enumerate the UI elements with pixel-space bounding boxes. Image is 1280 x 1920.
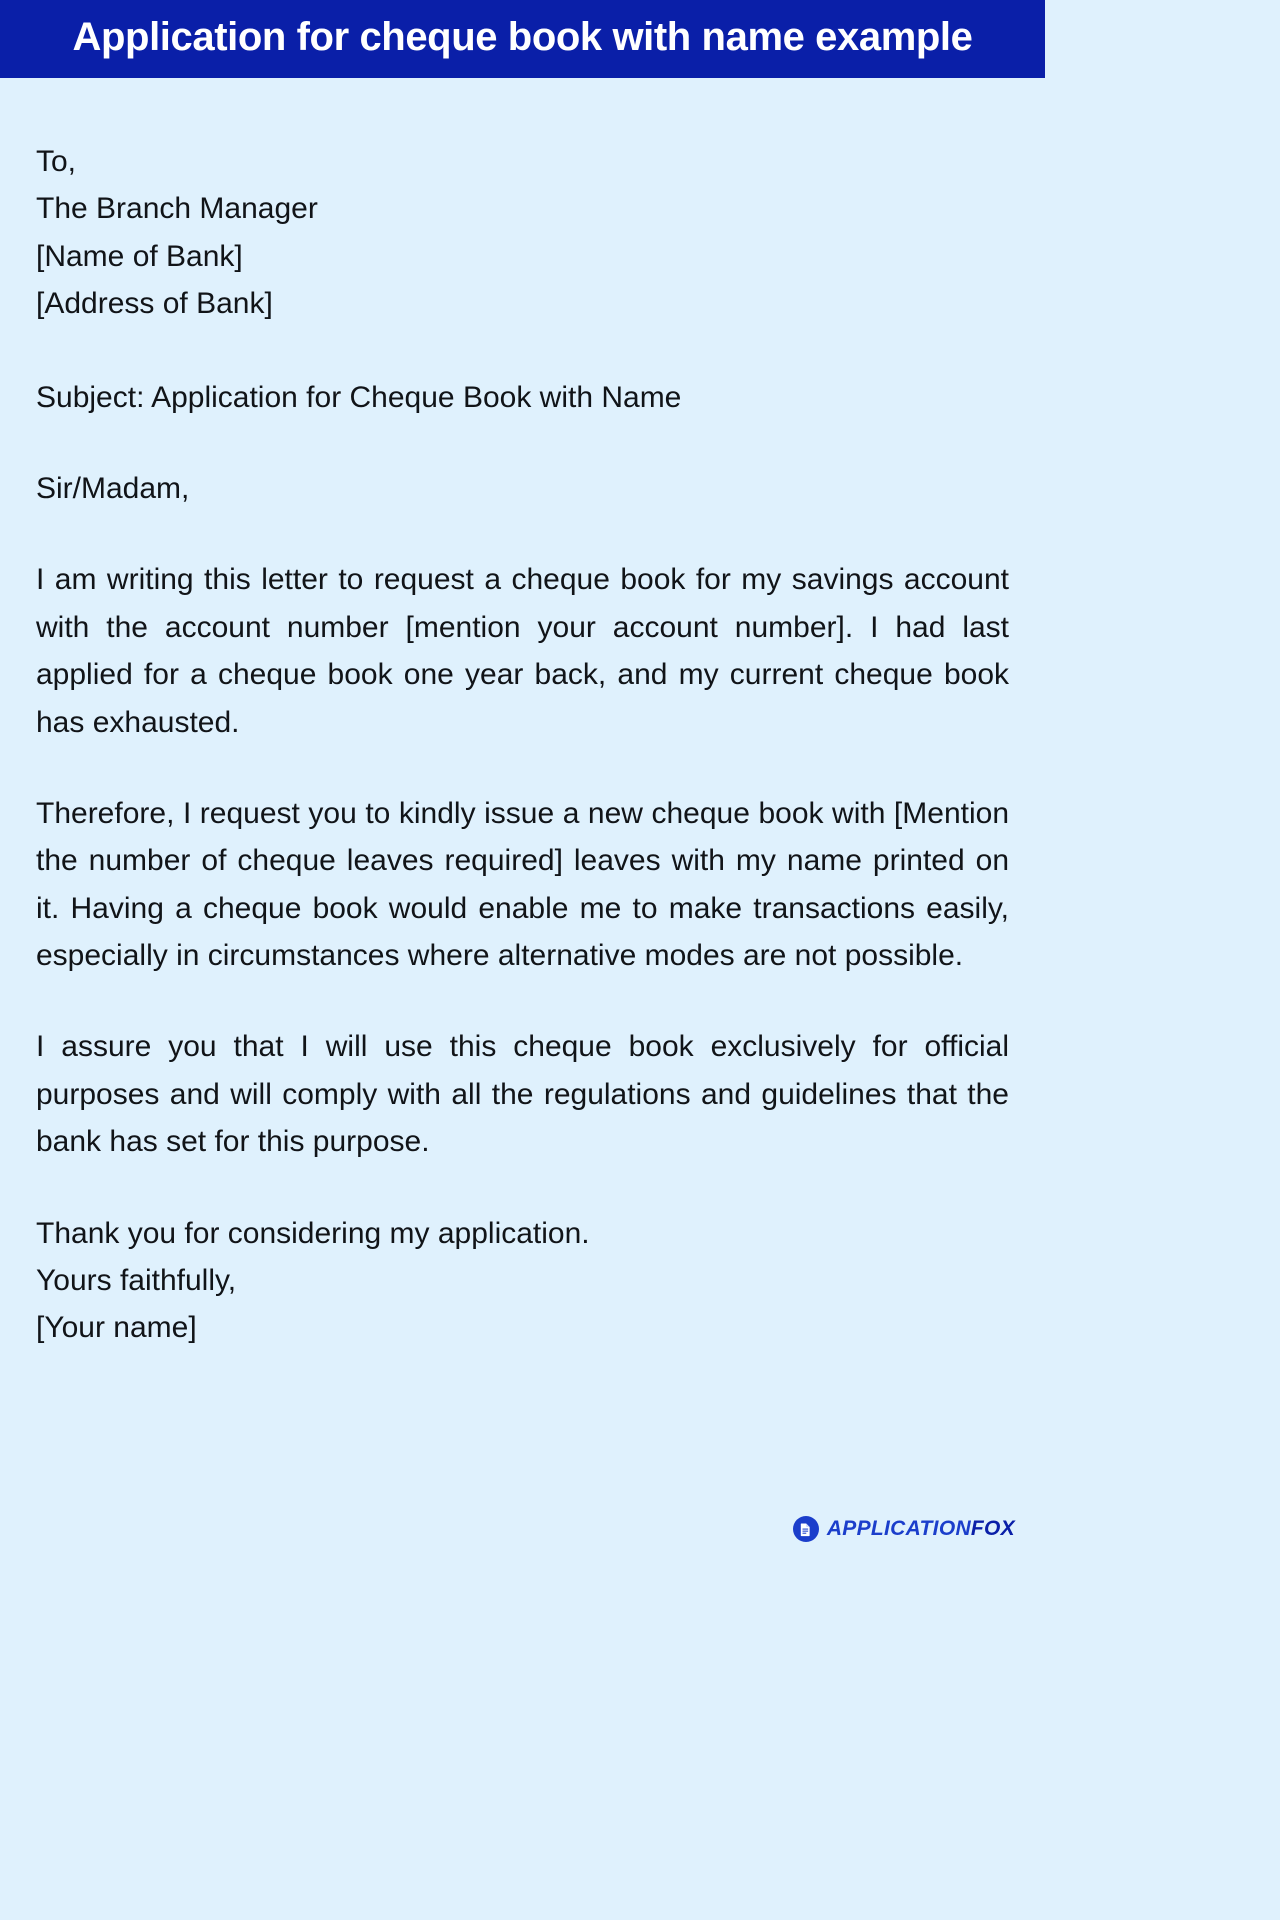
body-paragraph-3: I assure you that I will use this cheque book exclusively for official purposes and will comply with all the regulations and guidelines that the bank has set for this purpose. <box>36 1030 1009 1159</box>
document-icon <box>793 1516 819 1542</box>
logo-text-primary: APPLICATION <box>826 1517 971 1540</box>
letter-body <box>0 78 1045 1494</box>
page-title: Application for cheque book with name example <box>72 15 973 59</box>
recipient-designation: The Branch Manager <box>36 192 318 226</box>
salutation: Sir/Madam, <box>36 471 190 505</box>
body-paragraph-2: Therefore, I request you to kindly issue a new cheque book with [Mention the number of cheque leaves required] leaves with my name printed on it. Having a cheque book would enable me to make transactions easily, especially in circumstances where alternative modes are not possible. <box>36 796 1009 973</box>
page-footer <box>0 1494 1045 1568</box>
subject-line: Subject: Application for Cheque Book with Name <box>36 380 682 414</box>
closing-thanks: Thank you for considering my application. <box>36 1216 590 1250</box>
recipient-address-block <box>36 138 1009 328</box>
applicationfox-logo <box>793 1516 1015 1542</box>
closing-block <box>36 1210 1009 1352</box>
recipient-bank-address: [Address of Bank] <box>36 287 273 321</box>
to-line: To, <box>36 145 77 178</box>
logo-text-secondary: FOX <box>970 1517 1015 1540</box>
closing-name-placeholder: [Your name] <box>36 1311 197 1345</box>
logo-wordmark <box>827 1517 1015 1541</box>
closing-signoff: Yours faithfully, <box>36 1264 237 1298</box>
page-header <box>0 0 1045 78</box>
recipient-bank-name: [Name of Bank] <box>36 239 243 273</box>
body-paragraph-1: I am writing this letter to request a cheque book for my savings account with the account number [mention your account number]. I had last applied for a cheque book one year back, and my current cheque book has exhausted. <box>36 563 1009 739</box>
